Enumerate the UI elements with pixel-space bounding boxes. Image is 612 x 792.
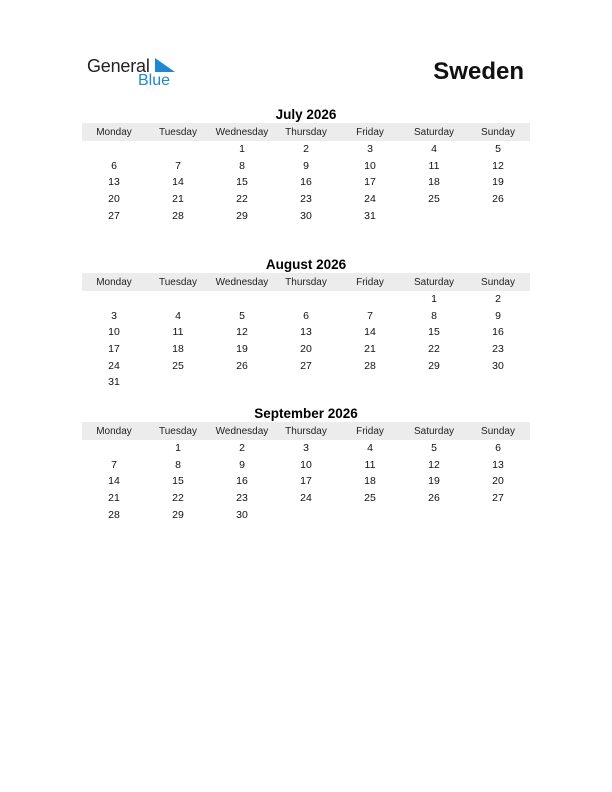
day-cell: 15: [172, 475, 184, 488]
day-cell: 7: [111, 458, 117, 471]
day-cell: 10: [108, 326, 120, 339]
country-title: Sweden: [433, 58, 524, 85]
weekday-label: Friday: [356, 425, 384, 437]
day-cell: 12: [236, 326, 248, 339]
day-cell: 4: [175, 309, 181, 322]
day-cell: 8: [239, 159, 245, 172]
day-cell: 27: [492, 492, 504, 505]
day-cell: 23: [492, 343, 504, 356]
day-cell: 5: [239, 309, 245, 322]
day-cell: 28: [108, 508, 120, 521]
weekday-label: Thursday: [285, 425, 327, 437]
day-cell: 22: [172, 492, 184, 505]
weekday-label: Saturday: [413, 276, 455, 288]
day-cell: 31: [108, 376, 120, 389]
week-row: [82, 457, 530, 474]
day-cell: 19: [236, 343, 248, 356]
week-row: [82, 357, 530, 374]
day-cell: 11: [172, 326, 184, 339]
day-cell: 18: [364, 475, 376, 488]
day-cell: 30: [492, 359, 504, 372]
weekday-header: [82, 123, 530, 141]
day-cell: 20: [108, 193, 120, 206]
day-cell: 5: [495, 143, 501, 156]
day-cell: 26: [428, 492, 440, 505]
day-cell: 4: [367, 442, 373, 455]
month-calendar: [82, 106, 530, 224]
day-cell: 2: [239, 442, 245, 455]
day-cell: 7: [367, 309, 373, 322]
weekday-header: [82, 422, 530, 440]
weekday-label: Monday: [96, 276, 132, 288]
day-cell: 1: [431, 293, 437, 306]
day-cell: 26: [492, 193, 504, 206]
week-row: [82, 158, 530, 175]
day-cell: 3: [303, 442, 309, 455]
weekday-label: Thursday: [285, 276, 327, 288]
weekday-label: Tuesday: [159, 425, 197, 437]
month-title: July 2026: [275, 107, 337, 122]
day-cell: 12: [428, 458, 440, 471]
weekday-label: Saturday: [413, 126, 455, 138]
day-cell: 15: [428, 326, 440, 339]
day-cell: 25: [428, 193, 440, 206]
week-row: [82, 191, 530, 208]
day-cell: 24: [364, 193, 376, 206]
weekday-label: Tuesday: [159, 126, 197, 138]
weekday-label: Monday: [96, 425, 132, 437]
day-cell: 9: [495, 309, 501, 322]
weekday-label: Wednesday: [215, 126, 269, 138]
weekday-label: Wednesday: [215, 276, 269, 288]
month-title: September 2026: [254, 406, 358, 421]
day-cell: 19: [492, 176, 504, 189]
day-cell: 9: [239, 458, 245, 471]
weekday-label: Sunday: [481, 276, 515, 288]
day-cell: 26: [236, 359, 248, 372]
day-cell: 24: [108, 359, 120, 372]
day-cell: 29: [172, 508, 184, 521]
day-cell: 25: [172, 359, 184, 372]
day-cell: 3: [367, 143, 373, 156]
weekday-header: [82, 273, 530, 291]
day-cell: 13: [108, 176, 120, 189]
month-title: August 2026: [265, 257, 347, 272]
week-row: [82, 473, 530, 490]
weekday-label: Saturday: [413, 425, 455, 437]
week-row: [82, 374, 530, 391]
day-cell: 9: [303, 159, 309, 172]
day-cell: 13: [300, 326, 312, 339]
day-cell: 1: [175, 442, 181, 455]
day-cell: 25: [364, 492, 376, 505]
day-cell: 21: [364, 343, 376, 356]
day-cell: 16: [492, 326, 504, 339]
day-cell: 11: [428, 159, 440, 172]
day-cell: 21: [108, 492, 120, 505]
day-cell: 17: [300, 475, 312, 488]
weekday-label: Friday: [356, 276, 384, 288]
day-cell: 14: [364, 326, 376, 339]
day-cell: 19: [428, 475, 440, 488]
day-cell: 29: [428, 359, 440, 372]
month-calendar: [82, 256, 530, 391]
day-cell: 13: [492, 458, 504, 471]
day-cell: 22: [428, 343, 440, 356]
day-cell: 23: [236, 492, 248, 505]
day-cell: 8: [175, 458, 181, 471]
logo-flag-icon: [155, 58, 175, 72]
logo-general-text: General: [87, 56, 150, 76]
day-cell: 10: [300, 458, 312, 471]
day-cell: 24: [300, 492, 312, 505]
day-cell: 29: [236, 209, 248, 222]
day-cell: 28: [364, 359, 376, 372]
weekday-label: Monday: [96, 126, 132, 138]
day-cell: 2: [495, 293, 501, 306]
week-row: [82, 141, 530, 158]
weekday-label: Wednesday: [215, 425, 269, 437]
day-cell: 8: [431, 309, 437, 322]
week-row: [82, 506, 530, 523]
week-row: [82, 308, 530, 325]
day-cell: 15: [236, 176, 248, 189]
weekday-label: Sunday: [481, 126, 515, 138]
day-cell: 6: [495, 442, 501, 455]
day-cell: 16: [236, 475, 248, 488]
day-cell: 31: [364, 209, 376, 222]
day-cell: 10: [364, 159, 376, 172]
weekday-label: Thursday: [285, 126, 327, 138]
day-cell: 6: [111, 159, 117, 172]
day-cell: 2: [303, 143, 309, 156]
day-cell: 7: [175, 159, 181, 172]
week-row: [82, 291, 530, 308]
week-row: [82, 207, 530, 224]
week-row: [82, 341, 530, 358]
day-cell: 23: [300, 193, 312, 206]
day-cell: 3: [111, 309, 117, 322]
day-cell: 6: [303, 309, 309, 322]
day-cell: 30: [300, 209, 312, 222]
day-cell: 27: [108, 209, 120, 222]
day-cell: 12: [492, 159, 504, 172]
day-cell: 5: [431, 442, 437, 455]
week-row: [82, 440, 530, 457]
day-cell: 18: [428, 176, 440, 189]
day-cell: 22: [236, 193, 248, 206]
weekday-label: Sunday: [481, 425, 515, 437]
month-calendar: [82, 405, 530, 523]
week-row: [82, 174, 530, 191]
week-row: [82, 324, 530, 341]
day-cell: 20: [300, 343, 312, 356]
week-row: [82, 490, 530, 507]
day-cell: 21: [172, 193, 184, 206]
generalblue-logo: [87, 56, 187, 92]
day-cell: 30: [236, 508, 248, 521]
day-cell: 17: [364, 176, 376, 189]
weekday-label: Friday: [356, 126, 384, 138]
day-cell: 16: [300, 176, 312, 189]
logo-blue-text: Blue: [138, 72, 171, 89]
day-cell: 14: [172, 176, 184, 189]
day-cell: 17: [108, 343, 120, 356]
day-cell: 27: [300, 359, 312, 372]
day-cell: 28: [172, 209, 184, 222]
day-cell: 20: [492, 475, 504, 488]
day-cell: 1: [239, 143, 245, 156]
day-cell: 14: [108, 475, 120, 488]
day-cell: 11: [364, 458, 376, 471]
weekday-label: Tuesday: [159, 276, 197, 288]
day-cell: 4: [431, 143, 437, 156]
day-cell: 18: [172, 343, 184, 356]
